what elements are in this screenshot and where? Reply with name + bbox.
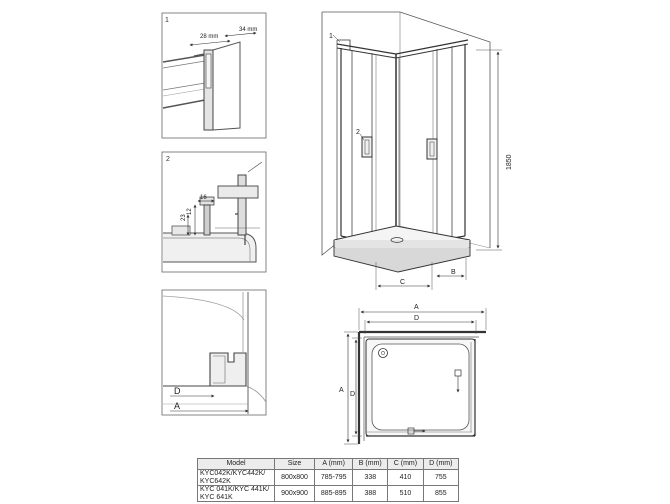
detail-1-number: 1	[165, 17, 169, 24]
height-1850-label: 1850	[506, 154, 513, 170]
detail-1-dim-28: 28 mm	[200, 34, 219, 40]
size-cell: 800x800	[275, 470, 315, 486]
letter-b-label: B	[451, 269, 456, 276]
detail-1-panel	[162, 13, 266, 138]
header-size: Size	[275, 459, 315, 470]
header-c: C (mm)	[388, 459, 423, 470]
detail-3-letter-d: D	[174, 386, 181, 396]
table-row	[198, 470, 459, 486]
d-cell: 855	[423, 486, 458, 502]
model-line-2: KYC642K	[200, 477, 231, 485]
model-cell	[198, 470, 275, 486]
header-d: D (mm)	[423, 459, 458, 470]
dimensions-table	[197, 458, 459, 502]
model-line-1: KYC042K/KYC442K/	[200, 470, 266, 477]
callout-2: 2	[356, 129, 360, 136]
size-cell: 900x900	[275, 486, 315, 502]
detail-2-panel	[162, 152, 266, 272]
model-line-1: KYC 041K/KYC 441K/	[200, 486, 270, 493]
header-model: Model	[198, 459, 275, 470]
d-cell: 755	[423, 470, 458, 486]
detail-3-panel	[162, 290, 266, 415]
top-view-side-d: D	[350, 391, 356, 398]
header-b: B (mm)	[353, 459, 388, 470]
top-view-letter-a: A	[414, 304, 419, 311]
detail-3-letter-a: A	[174, 401, 181, 411]
a-cell: 885-895	[315, 486, 353, 502]
model-line-2: KYC 641K	[200, 493, 233, 501]
detail-2-dim-23: 23	[181, 214, 187, 221]
c-cell: 410	[388, 470, 423, 486]
main-view	[322, 12, 513, 290]
a-cell: 785-795	[315, 470, 353, 486]
model-cell	[198, 486, 275, 502]
top-view	[339, 304, 486, 444]
letter-c-label: C	[400, 279, 406, 286]
top-view-letter-d: D	[414, 315, 420, 322]
top-view-side-a: A	[339, 387, 344, 394]
c-cell: 510	[388, 486, 423, 502]
detail-2-dim-16: 16	[200, 195, 207, 201]
detail-2-dim-12: 12	[187, 208, 193, 215]
table-row	[198, 486, 459, 502]
header-a: A (mm)	[315, 459, 353, 470]
detail-2-number: 2	[166, 156, 170, 163]
detail-1-dim-34: 34 mm	[239, 27, 258, 33]
table-header-row	[198, 459, 459, 470]
b-cell: 338	[353, 470, 388, 486]
callout-1: 1	[329, 33, 333, 40]
b-cell: 388	[353, 486, 388, 502]
